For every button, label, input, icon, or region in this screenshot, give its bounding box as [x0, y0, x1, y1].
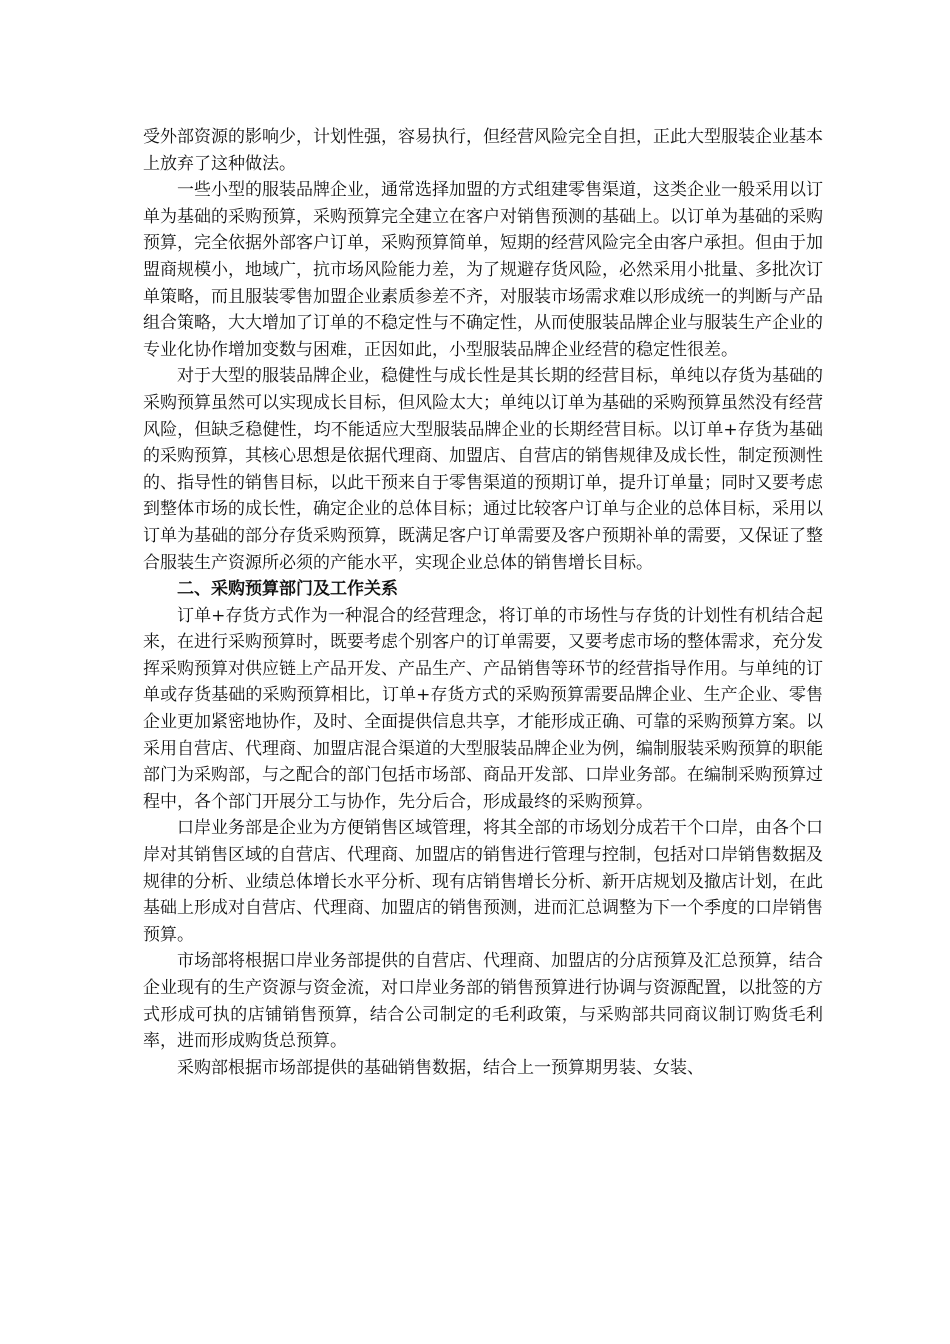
section-heading: 二、采购预算部门及工作关系 — [177, 579, 398, 600]
paragraph-7: 采购部根据市场部提供的基础销售数据，结合上一预算期男装、女装、 — [177, 1057, 704, 1078]
paragraph-4: 订单+存货方式作为一种混合的经营理念，将订单的市场性与存货的计划性有机结合起来，在进行采购预算时，既要考虑个别客户的订单需要，又要考虑市场的整体需求，充分发挥采购预算对供应链上产品开发、产品生产、产品销售等环节的经营指导作用。与单纯的订单或存货基础的采购预算相比，订单+存货方式的采购预算需要品牌企业、生产企业、零售企业更加紧密地协作，及时、全面提供信息共享，才能形成正确、可靠的采购预算方案。以采用自营店、代理商、加盟店混合渠道的大型服装品牌企业为例，编制服装采购预算的职能部门为采购部，与之配合的部门包括市场部、商品开发部、口岸业务部。在编制采购预算过程中，各个部门开展分工与协作，先分后合，形成最终的采购预算。 — [143, 605, 823, 812]
paragraph-5: 口岸业务部是企业为方便销售区域管理，将其全部的市场划分成若干个口岸，由各个口岸对其销售区域的自营店、代理商、加盟店的销售进行管理与控制，包括对口岸销售数据及规律的分析、业绩总体增长水平分析、现有店销售增长分析、新开店规划及撤店计划，在此基础上形成对自营店、代理商、加盟店的销售预测，进而汇总调整为下一个季度的口岸销售预算。 — [143, 818, 823, 945]
paragraph-3: 对于大型的服装品牌企业，稳健性与成长性是其长期的经营目标，单纯以存货为基础的采购预算虽然可以实现成长目标，但风险太大；单纯以订单为基础的采购预算虽然没有经营风险，但缺乏稳健性，均不能适应大型服装品牌企业的长期经营目标。以订单+存货为基础的采购预算，其核心思想是依据代理商、加盟店、自营店的销售规律及成长性，制定预测性的、指导性的销售目标，以此干预来自于零售渠道的预期订单，提升订单量；同时又要考虑到整体市场的成长性，确定企业的总体目标；通过比较客户订单与企业的总体目标，采用以订单为基础的部分存货采购预算，既满足客户订单需要及客户预期补单的需要，又保证了整合服装生产资源所必须的产能水平，实现企业总体的销售增长目标。 — [143, 366, 823, 573]
document-page — [143, 124, 823, 1081]
paragraph-1: 受外部资源的影响少，计划性强，容易执行，但经营风险完全自担，正此大型服装企业基本上放弃了这种做法。 — [143, 127, 823, 174]
paragraph-2: 一些小型的服装品牌企业，通常选择加盟的方式组建零售渠道，这类企业一般采用以订单为基础的采购预算，采购预算完全建立在客户对销售预测的基础上。以订单为基础的采购预算，完全依据外部客户订单，采购预算简单，短期的经营风险完全由客户承担。但由于加盟商规模小，地域广，抗市场风险能力差，为了规避存货风险，必然采用小批量、多批次订单策略，而且服装零售加盟企业素质参差不齐，对服装市场需求难以形成统一的判断与产品组合策略，大大增加了订单的不稳定性与不确定性，从而使服装品牌企业与服装生产企业的专业化协作增加变数与困难，正因如此，小型服装品牌企业经营的稳定性很差。 — [143, 180, 823, 360]
paragraph-6: 市场部将根据口岸业务部提供的自营店、代理商、加盟店的分店预算及汇总预算，结合企业现有的生产资源与资金流，对口岸业务部的销售预算进行协调与资源配置，以批签的方式形成可执的店铺销售预算，结合公司制定的毛利政策，与采购部共同商议制订购货毛利率，进而形成购货总预算。 — [143, 951, 823, 1052]
